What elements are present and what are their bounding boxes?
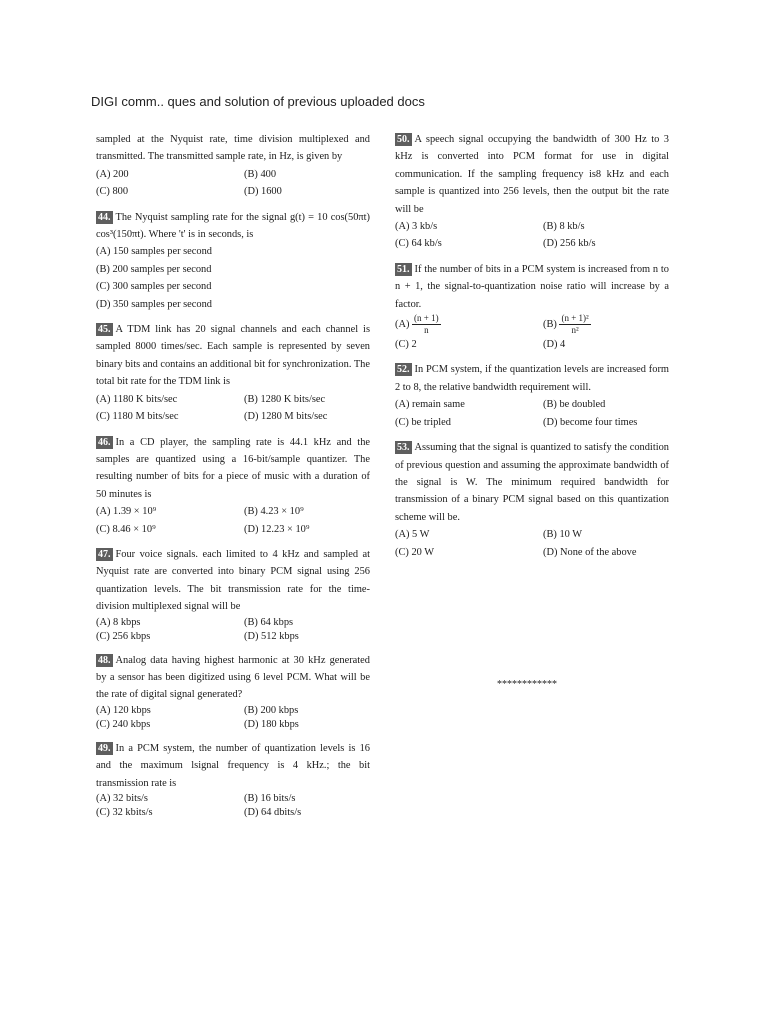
question-number-badge: 44. — [98, 211, 111, 223]
answer-option — [96, 166, 244, 183]
end-marker: ************ — [497, 679, 557, 690]
answer-option-label: (B) 64 kbps — [244, 616, 294, 628]
question-number-badge: 48. — [98, 654, 111, 666]
answer-option — [543, 414, 669, 431]
question-block — [96, 131, 370, 201]
answer-option-label: (B) 16 bits/s — [244, 793, 296, 804]
answer-option — [96, 630, 244, 644]
question-block — [96, 740, 370, 820]
answer-options — [96, 792, 370, 820]
answer-option-label: (B) 200 kbps — [244, 704, 299, 716]
left-question-column — [96, 131, 370, 828]
fraction — [412, 313, 441, 336]
answer-option-label: (D) None of the above — [543, 546, 637, 558]
answer-options — [96, 503, 370, 538]
question-stem: If the number of bits in a PCM system is increased from n to n + 1, the signal-to-quantization noise ratio will increase by a factor. — [395, 263, 669, 310]
answer-option — [96, 243, 370, 260]
fraction-numerator: (n + 1) — [414, 313, 439, 324]
answer-option-label: (C) 64 kb/s — [395, 238, 442, 250]
question-number-badge: 46. — [98, 436, 111, 448]
answer-option — [244, 630, 370, 644]
answer-option — [543, 313, 669, 336]
question-block — [96, 434, 370, 538]
answer-option-label: (A) 120 kbps — [96, 704, 151, 716]
question-stem: sampled at the Nyquist rate, time division multiplexed and transmitted. The transmitted sample rate, in Hz, is given by — [96, 134, 370, 163]
answer-option — [244, 521, 370, 538]
question-stem: In PCM system, if the quantization levels are increased form 2 to 8, the relative bandwidth requirement will. — [395, 364, 669, 393]
answer-option — [244, 806, 370, 820]
question-text — [96, 546, 370, 616]
answer-option — [96, 792, 244, 806]
question-stem: Analog data having highest harmonic at 30 kHz generated by a sensor has been digitized using 6 level PCM. What will be the rate of digital signal generated? — [96, 654, 370, 701]
question-block — [96, 652, 370, 732]
fraction-denominator: n² — [571, 325, 579, 336]
answer-option — [244, 408, 370, 425]
question-text — [96, 652, 370, 704]
question-number-badge: 49. — [98, 742, 111, 754]
answer-options — [395, 526, 669, 561]
answer-option-label: (D) 350 samples per second — [96, 298, 212, 310]
right-question-column — [395, 131, 669, 569]
answer-option-label: (C) 2 — [395, 339, 417, 351]
question-block — [395, 131, 669, 253]
answer-option — [395, 526, 543, 543]
answer-option — [244, 183, 370, 200]
question-number-badge: 47. — [98, 548, 111, 560]
answer-option — [244, 616, 370, 630]
answer-option-label: (D) 4 — [543, 339, 566, 351]
question-stem: The Nyquist sampling rate for the signal g(t) = 10 cos(50πt) cos³(150πt). Where 't' is in seconds, is — [96, 211, 370, 241]
question-block — [395, 439, 669, 561]
question-block — [96, 546, 370, 644]
answer-option — [543, 526, 669, 543]
answer-option — [96, 408, 244, 425]
answer-option-label: (C) 240 kbps — [96, 718, 151, 730]
answer-option-label: (D) become four times — [543, 416, 638, 428]
question-text — [96, 209, 370, 244]
question-text — [96, 131, 370, 166]
document-title: DIGI comm.. ques and solution of previous uploaded docs — [91, 94, 425, 109]
answer-option — [543, 218, 669, 235]
question-block — [96, 209, 370, 313]
answer-option-label: (A) 5 W — [395, 529, 430, 541]
answer-option-label: (B) 400 — [244, 168, 277, 180]
answer-option-label: (B) be doubled — [543, 399, 606, 411]
question-block — [96, 321, 370, 425]
answer-option — [543, 336, 669, 353]
answer-option — [244, 391, 370, 408]
answer-option — [395, 414, 543, 431]
answer-option-label: (D) 1280 M bits/sec — [244, 411, 328, 423]
answer-option-label: (A) 8 kbps — [96, 616, 141, 628]
answer-option-label: (D) 1600 — [244, 186, 282, 198]
question-stem: In a CD player, the sampling rate is 44.1 kHz and the samples are quantized using a 16-bit/sample quantizer. The resulting number of bits for a piece of music with a duration of 50 minutes is — [96, 436, 370, 500]
answer-option — [96, 278, 370, 295]
answer-option — [244, 166, 370, 183]
answer-option — [395, 336, 543, 353]
answer-option — [244, 704, 370, 718]
answer-option — [395, 218, 543, 235]
question-stem: Assuming that the signal is quantized to satisfy the condition of previous question and assuming the approximate bandwidth of the signal is W. The minimum required bandwidth for transmission of a binary PCM signal based on this quantization scheme will be. — [395, 442, 669, 523]
answer-option — [395, 313, 543, 336]
answer-options — [395, 396, 669, 431]
answer-option — [543, 544, 669, 561]
answer-options — [395, 218, 669, 253]
answer-option — [96, 391, 244, 408]
answer-option — [244, 792, 370, 806]
answer-option-label: (A) — [395, 318, 410, 330]
question-stem: Four voice signals. each limited to 4 kHz and sampled at Nyquist rate are converted into binary PCM signal using 256 quantization levels. The bit transmission rate for the time-division multiplexed signal will be — [96, 548, 370, 613]
answer-option — [96, 503, 244, 520]
answer-options — [96, 704, 370, 732]
answer-option-label: (C) 1180 M bits/sec — [96, 411, 179, 423]
answer-option — [395, 544, 543, 561]
question-number-badge: 53. — [397, 442, 410, 454]
answer-option-label: (A) 32 bits/s — [96, 793, 148, 804]
question-text — [96, 434, 370, 504]
question-stem: In a PCM system, the number of quantization levels is 16 and the maximum lsignal frequency is 4 kHz.; the bit transmission rate is — [96, 742, 370, 789]
answer-option-label: (A) 200 — [96, 168, 129, 180]
answer-option-label: (A) 1.39 × 10⁹ — [96, 506, 157, 518]
answer-option — [96, 296, 370, 313]
answer-option-label: (C) 8.46 × 10⁹ — [96, 523, 156, 535]
answer-option-label: (C) 256 kbps — [96, 630, 151, 642]
question-text — [395, 131, 669, 218]
question-text — [395, 261, 669, 313]
fraction-numerator: (n + 1)² — [561, 313, 589, 324]
fraction — [559, 313, 590, 336]
answer-option — [543, 396, 669, 413]
question-number-badge: 45. — [98, 324, 111, 336]
answer-option-label: (C) be tripled — [395, 416, 451, 428]
answer-option-label: (C) 20 W — [395, 546, 435, 558]
fraction-denominator: n — [424, 325, 429, 336]
answer-option — [96, 704, 244, 718]
answer-option — [96, 261, 370, 278]
question-block — [395, 361, 669, 431]
answer-option-label: (B) 4.23 × 10⁹ — [244, 506, 304, 518]
answer-option-label: (B) 1280 K bits/sec — [244, 393, 326, 405]
answer-option-label: (C) 800 — [96, 186, 129, 198]
answer-option — [96, 616, 244, 630]
question-text — [395, 439, 669, 526]
answer-option — [96, 718, 244, 732]
answer-option — [395, 235, 543, 252]
question-number-badge: 52. — [397, 364, 410, 376]
answer-option-label: (B) 10 W — [543, 529, 583, 541]
answer-option — [96, 521, 244, 538]
answer-option-label: (D) 256 kb/s — [543, 238, 596, 250]
answer-options — [96, 616, 370, 644]
answer-option-label: (B) — [543, 318, 557, 330]
question-number-badge: 51. — [397, 263, 410, 275]
answer-option — [395, 396, 543, 413]
answer-options — [96, 166, 370, 201]
question-text — [96, 321, 370, 391]
question-stem: A TDM link has 20 signal channels and each channel is sampled 8000 times/sec. Each sample is represented by seven binary bits and contains an additional bit for synchronization. The total bit rate for the TDM link is — [96, 324, 370, 388]
answer-option-label: (B) 8 kb/s — [543, 221, 585, 233]
question-block — [395, 261, 669, 354]
answer-option-label: (D) 12.23 × 10⁹ — [244, 523, 310, 535]
answer-option-label: (A) 3 kb/s — [395, 221, 438, 233]
answer-option-label: (D) 64 dbits/s — [244, 807, 302, 818]
answer-option — [244, 503, 370, 520]
answer-options — [395, 313, 669, 353]
question-text — [395, 361, 669, 396]
answer-option-label: (C) 32 kbits/s — [96, 807, 153, 818]
answer-option-label: (A) remain same — [395, 399, 465, 411]
answer-option-label: (B) 200 samples per second — [96, 263, 212, 275]
answer-option-label: (C) 300 samples per second — [96, 281, 212, 293]
answer-option-label: (A) 1180 K bits/sec — [96, 393, 178, 405]
question-stem: A speech signal occupying the bandwidth of 300 Hz to 3 kHz is converted into PCM format for use in digital communication. If the sampling frequency is8 kHz and each sample is quantized into 256 levels, then the output bit the rate will be — [395, 134, 669, 215]
answer-option-label: (D) 512 kbps — [244, 630, 299, 642]
answer-option — [244, 718, 370, 732]
answer-option — [96, 183, 244, 200]
answer-option — [543, 235, 669, 252]
answer-option-label: (A) 150 samples per second — [96, 246, 212, 258]
answer-options — [96, 243, 370, 313]
answer-option — [96, 806, 244, 820]
answer-option-label: (D) 180 kbps — [244, 718, 299, 730]
question-text — [96, 740, 370, 792]
question-number-badge: 50. — [397, 134, 410, 145]
answer-options — [96, 391, 370, 426]
